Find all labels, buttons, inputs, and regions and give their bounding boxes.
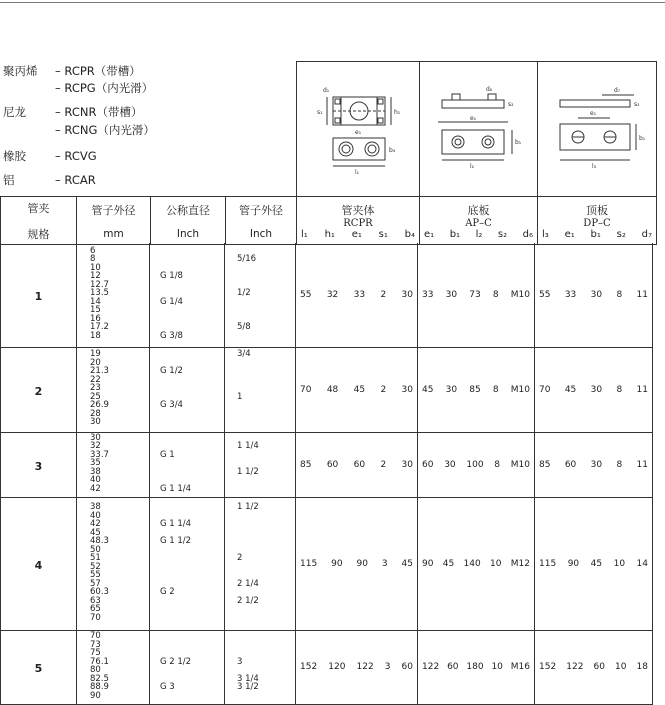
cell-base-dims	[418, 498, 535, 631]
body-dim-value: 45	[401, 558, 413, 569]
body-dims-values	[296, 385, 417, 395]
top-dims-values	[535, 662, 652, 672]
pipe-od-mm-value: 35	[90, 458, 101, 469]
top-rule	[0, 2, 665, 3]
top-dim-value: 152	[539, 662, 557, 672]
cell-pipe-od-inch	[225, 433, 296, 498]
pipe-od-mm-value: 23	[90, 383, 101, 394]
pipe-od-mm-value: 51	[90, 553, 101, 563]
header-nominal-inch: 公称直径 Inch	[151, 197, 226, 245]
header-pipe-od-inch: 管子外径 Inch	[226, 197, 297, 245]
pipe-od-inch-value: 2	[237, 553, 243, 563]
top-dim-value: 45	[564, 384, 577, 395]
base-dims-values	[418, 290, 534, 300]
label-e1: e₁	[355, 129, 362, 136]
pipe-od-inch-value: 5/16	[237, 254, 257, 265]
material-rubber: 橡胶 – RCVG	[3, 149, 97, 163]
pipe-od-mm-value: 75	[90, 648, 101, 658]
cell-pipe-od-mm	[76, 498, 150, 631]
body-dim-value: 120	[328, 662, 346, 672]
body-dim-value: 3	[381, 558, 388, 569]
cell-spec	[0, 498, 77, 631]
label-d6: d₆	[486, 86, 493, 93]
pipe-od-mm-value: 60.3	[90, 587, 109, 597]
body-dim-value: 30	[401, 459, 413, 470]
cell-top-dims	[535, 498, 653, 631]
base-dim-value: M10	[510, 459, 530, 470]
pipe-od-mm-value: 76.1	[90, 656, 109, 667]
pipe-od-inch-value: 5/8	[237, 322, 251, 333]
cell-body-dims	[296, 243, 418, 348]
material-pp-2: – RCPG（内光滑）	[55, 81, 154, 95]
body-dim-value: 55	[300, 289, 312, 300]
top-subheaders: l₃ e₁ b₁ s₂ d₇	[542, 228, 652, 240]
spec-number: 4	[34, 558, 43, 572]
pipe-od-mm-value: 8	[90, 254, 96, 265]
body-dim-value: 33	[353, 289, 366, 300]
cell-top-dims	[535, 243, 653, 348]
body-dims-values	[296, 290, 417, 300]
cell-spec	[0, 631, 77, 705]
body-dim-value: 122	[356, 662, 374, 672]
label-top-b1: b₁	[639, 135, 646, 142]
pipe-od-mm-value: 12	[90, 271, 101, 282]
cell-spec	[0, 348, 77, 433]
base-dim-value: 8	[492, 384, 499, 395]
pipe-od-mm-value: 42	[90, 519, 101, 529]
cell-spec	[0, 433, 77, 498]
top-dims-values	[535, 460, 652, 470]
body-subheaders: l₁ h₁ e₁ s₁ b₄	[301, 228, 415, 240]
label-b4: b₄	[389, 147, 396, 154]
base-dim-value: 90	[422, 558, 434, 569]
pipe-od-inch-value: 1 1/2	[237, 502, 259, 512]
nominal-inch-value: G 1/4	[160, 296, 183, 307]
base-dim-value: 45	[422, 384, 434, 395]
nominal-inch-value: G 3/8	[160, 330, 183, 341]
body-dim-value: 60	[401, 662, 413, 672]
cell-pipe-od-inch	[225, 498, 296, 631]
base-dims-values	[418, 559, 534, 569]
base-dim-value: M10	[510, 289, 530, 300]
header-base-plate: 底板 AP–C e₁ b₁ l₂ s₂ d₆	[420, 197, 538, 245]
top-dims-values	[535, 385, 652, 395]
label-d7: d₇	[614, 87, 621, 94]
spec-table	[0, 61, 657, 245]
top-dim-value: 18	[636, 662, 648, 672]
cell-body-dims	[296, 433, 418, 498]
base-dims-values	[418, 385, 534, 395]
pipe-od-mm-value: 88.9	[90, 682, 109, 692]
label-l1: l₁	[355, 169, 360, 176]
pipe-od-mm-value: 48.3	[90, 536, 109, 546]
cell-top-dims	[535, 631, 653, 705]
top-dim-value: 14	[636, 558, 648, 569]
base-dims-values	[418, 662, 534, 672]
pipe-od-mm-value: 45	[90, 527, 101, 538]
cell-body-dims	[296, 498, 418, 631]
body-dim-value: 3	[384, 662, 391, 672]
pipe-od-mm-value: 63	[90, 595, 101, 606]
pipe-od-mm-value: 30	[90, 417, 101, 428]
base-dim-value: 30	[445, 384, 458, 395]
label-base-b1: b₁	[515, 139, 522, 146]
top-dims-values	[535, 559, 652, 569]
body-dims-values	[296, 460, 417, 470]
nominal-inch-value: G 1	[160, 449, 175, 460]
label-top-s2: s₂	[634, 101, 640, 108]
pipe-od-mm-value: 16	[90, 313, 101, 324]
base-dim-value: 10	[491, 662, 503, 672]
pipe-od-mm-value: 19	[90, 349, 101, 360]
top-dim-value: 60	[564, 459, 577, 470]
pipe-od-mm-value: 28	[90, 408, 101, 419]
top-dim-value: 90	[567, 558, 580, 569]
pipe-od-mm-value: 90	[90, 690, 101, 701]
nominal-inch-value: G 2 1/2	[160, 656, 192, 667]
pipe-od-inch-value: 3/4	[237, 349, 251, 360]
base-dim-value: 30	[445, 289, 458, 300]
body-dim-value: 60	[353, 459, 366, 470]
pipe-od-mm-value: 38	[90, 502, 101, 512]
material-pp: 聚丙烯 – RCPR（带槽）	[3, 64, 141, 78]
pipe-od-mm-value: 26.9	[90, 400, 109, 411]
label-top-e1: e₁	[590, 110, 597, 117]
pipe-od-inch-value: 3 1/2	[237, 682, 259, 692]
nominal-inch-value: G 1/2	[160, 366, 183, 377]
pipe-od-mm-value: 22	[90, 374, 101, 385]
cell-nominal-inch	[150, 631, 225, 705]
drawing-top-plate	[538, 62, 657, 197]
top-dim-value: 122	[566, 662, 584, 672]
pipe-od-mm-value: 17.2	[90, 322, 109, 333]
drawing-clamp-body	[297, 62, 420, 197]
header-top-plate: 顶板 DP–C l₃ e₁ b₁ s₂ d₇	[538, 197, 657, 245]
top-dim-value: 11	[636, 289, 648, 300]
body-dim-value: 2	[380, 384, 387, 395]
pipe-od-mm-value: 38	[90, 466, 101, 477]
body-dim-value: 85	[300, 459, 312, 470]
cell-body-dims	[296, 348, 418, 433]
pipe-od-mm-value: 73	[90, 639, 101, 650]
material-aluminum: 铝 – RCAR	[3, 173, 96, 187]
label-s2: s₂	[508, 101, 514, 108]
top-dim-value: 55	[539, 289, 551, 300]
body-dim-value: 48	[326, 384, 339, 395]
top-dims-values	[535, 290, 652, 300]
nominal-inch-value: G 2	[160, 587, 175, 597]
cell-pipe-od-mm	[76, 243, 150, 348]
nominal-inch-value: G 1/8	[160, 271, 183, 282]
pipe-od-inch-value: 1/2	[237, 288, 251, 299]
pipe-od-mm-value: 14	[90, 296, 101, 307]
spec-number: 1	[34, 289, 43, 303]
body-dim-value: 32	[326, 289, 339, 300]
base-dims-values	[418, 460, 534, 470]
base-dim-value: 33	[422, 289, 434, 300]
pipe-od-inch-value: 2 1/4	[237, 578, 259, 589]
pipe-od-mm-value: 70	[90, 612, 101, 623]
cell-top-dims	[535, 433, 653, 498]
nominal-inch-value: G 3/4	[160, 400, 183, 411]
base-dim-value: 8	[492, 289, 499, 300]
spec-number: 3	[34, 459, 43, 473]
body-dim-value: 45	[353, 384, 366, 395]
spec-number: 2	[34, 384, 43, 398]
pipe-od-mm-value: 80	[90, 665, 101, 675]
cell-nominal-inch	[150, 498, 225, 631]
label-l3: l₃	[592, 163, 597, 170]
body-dim-value: 90	[356, 558, 368, 569]
pipe-od-mm-value: 50	[90, 544, 101, 555]
top-dim-value: 85	[539, 459, 551, 470]
base-dim-value: 180	[466, 662, 484, 672]
pipe-od-inch-value: 1	[237, 391, 243, 402]
body-dim-value: 70	[300, 384, 312, 395]
pipe-od-inch-value: 1 1/2	[237, 466, 259, 477]
label-l2: l₂	[470, 163, 475, 170]
top-dim-value: 45	[590, 558, 603, 569]
cell-base-dims	[418, 631, 535, 705]
base-dim-value: 140	[463, 558, 481, 569]
top-dim-value: 10	[613, 558, 626, 569]
cell-base-dims	[418, 243, 535, 348]
top-dim-value: 115	[539, 558, 557, 569]
cell-pipe-od-inch	[225, 348, 296, 433]
cell-pipe-od-inch	[225, 243, 296, 348]
top-dim-value: 30	[590, 384, 603, 395]
pipe-od-mm-value: 42	[90, 483, 101, 494]
top-dim-value: 10	[615, 662, 627, 672]
base-dim-value: 100	[466, 459, 484, 470]
top-dim-value: 33	[564, 289, 577, 300]
base-dim-value: 45	[442, 558, 455, 569]
cell-base-dims	[418, 348, 535, 433]
pipe-od-mm-value: 32	[90, 441, 101, 452]
top-dim-value: 8	[616, 384, 623, 395]
body-dims-values	[296, 662, 417, 672]
nominal-inch-value: G 1 1/4	[160, 483, 192, 494]
cell-base-dims	[418, 433, 535, 498]
body-dims-values	[296, 559, 417, 569]
cell-nominal-inch	[150, 348, 225, 433]
pipe-od-mm-value: 6	[90, 245, 96, 256]
label-s1: s₁	[317, 109, 323, 116]
nominal-inch-value: G 3	[160, 682, 175, 692]
pipe-od-mm-value: 18	[90, 330, 101, 341]
cell-nominal-inch	[150, 433, 225, 498]
top-dim-value: 60	[593, 662, 605, 672]
cell-nominal-inch	[150, 243, 225, 348]
material-nylon-2: – RCNG（内光滑）	[55, 123, 155, 137]
body-dim-value: 90	[331, 558, 343, 569]
material-nylon: 尼龙 – RCNR（带槽）	[3, 105, 143, 119]
top-dim-value: 8	[616, 459, 623, 470]
cell-top-dims	[535, 348, 653, 433]
top-dim-value: 11	[636, 384, 648, 395]
pipe-od-mm-value: 25	[90, 391, 101, 402]
drawing-base-plate	[420, 62, 538, 197]
pipe-od-inch-value: 3	[237, 656, 243, 667]
pipe-od-mm-value: 52	[90, 561, 101, 572]
pipe-od-mm-value: 40	[90, 475, 101, 486]
body-dim-value: 30	[401, 289, 413, 300]
base-dim-value: 8	[494, 459, 501, 470]
body-dim-value: 60	[326, 459, 339, 470]
base-dim-value: M16	[510, 662, 530, 672]
spec-number: 5	[34, 662, 43, 675]
label-base-e1: e₁	[470, 115, 477, 122]
pipe-od-mm-value: 15	[90, 305, 101, 316]
body-dim-value: 2	[380, 459, 387, 470]
pipe-od-mm-value: 57	[90, 578, 101, 589]
pipe-od-mm-value: 70	[90, 631, 101, 641]
top-dim-value: 30	[590, 459, 603, 470]
base-dim-value: 30	[444, 459, 456, 470]
base-dim-value: M10	[510, 384, 530, 395]
base-dim-value: M12	[510, 558, 530, 569]
pipe-od-mm-value: 40	[90, 510, 101, 521]
cell-pipe-od-mm	[76, 348, 150, 433]
pipe-od-inch-value: 3 1/4	[237, 673, 259, 684]
body-dim-value: 152	[300, 662, 318, 672]
pipe-od-inch-value: 2 1/2	[237, 595, 259, 606]
body-dim-value: 2	[380, 289, 387, 300]
base-dim-value: 60	[447, 662, 459, 672]
pipe-od-inch-value: 1 1/4	[237, 441, 259, 452]
base-dim-value: 85	[469, 384, 481, 395]
top-dim-value: 70	[539, 384, 551, 395]
top-dim-value: 30	[590, 289, 603, 300]
nominal-inch-value: G 1 1/4	[160, 519, 192, 529]
cell-pipe-od-inch	[225, 631, 296, 705]
header-pipe-od-mm: 管子外径 mm	[77, 197, 151, 245]
base-dim-value: 10	[489, 558, 502, 569]
cell-spec	[0, 243, 77, 348]
cell-body-dims	[296, 631, 418, 705]
label-d1: d₁	[323, 87, 330, 94]
header-clamp-body: 管夹体 RCPR l₁ h₁ e₁ s₁ b₄	[297, 197, 420, 245]
pipe-od-mm-value: 55	[90, 570, 101, 580]
body-dim-value: 115	[300, 558, 318, 569]
body-dim-value: 30	[401, 384, 413, 395]
pipe-od-mm-value: 13.5	[90, 288, 109, 299]
top-dim-value: 8	[616, 289, 623, 300]
pipe-od-mm-value: 33.7	[90, 449, 109, 460]
base-dim-value: 60	[422, 459, 434, 470]
base-dim-value: 73	[469, 289, 481, 300]
base-subheaders: e₁ b₁ l₂ s₂ d₆	[424, 228, 533, 240]
cell-pipe-od-mm	[76, 433, 150, 498]
nominal-inch-value: G 1 1/2	[160, 536, 192, 546]
pipe-od-mm-value: 20	[90, 357, 101, 368]
cell-pipe-od-mm	[76, 631, 150, 705]
top-dim-value: 11	[636, 459, 648, 470]
pipe-od-mm-value: 65	[90, 604, 101, 614]
pipe-od-mm-value: 10	[90, 262, 101, 273]
pipe-od-mm-value: 82.5	[90, 673, 109, 684]
pipe-od-mm-value: 12.7	[90, 279, 109, 290]
header-row	[1, 197, 657, 245]
base-dim-value: 122	[422, 662, 440, 672]
pipe-od-mm-value: 30	[90, 432, 101, 443]
header-clamp-spec: 管夹 规格	[1, 197, 77, 245]
pipe-od-mm-value: 21.3	[90, 366, 109, 377]
label-h1: h₁	[394, 109, 401, 116]
